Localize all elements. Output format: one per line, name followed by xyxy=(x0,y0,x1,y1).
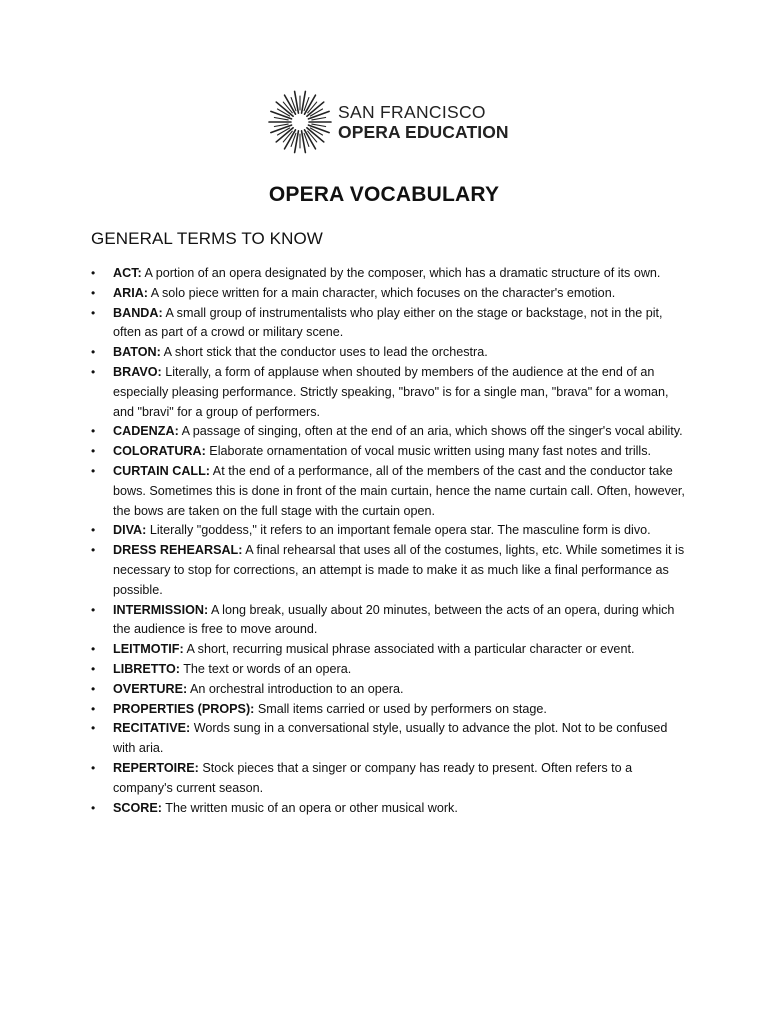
term-definition: A passage of singing, often at the end of an aria, which shows off the singer's vocal ability. xyxy=(178,424,683,439)
term-definition: Literally "goddess," it refers to an important female opera star. The masculine form is divo. xyxy=(146,523,651,538)
logo xyxy=(268,90,509,154)
list-item xyxy=(91,601,691,641)
page-title: OPERA VOCABULARY xyxy=(268,183,500,206)
term-definition: At the end of a performance, all of the members of the cast and the conductor take bows. Sometimes this is done in front of the main curtain, hence the name curtain call. Often, however, the bows are taken on the full stage with the curtain open. xyxy=(113,463,685,518)
list-item xyxy=(91,759,691,799)
term-name: INTERMISSION: xyxy=(113,602,209,617)
term-definition: A final rehearsal that uses all of the costumes, lights, etc. While sometimes it is necessary to stop for corrections, an attempt is made to make it as much like a final performance as possible. xyxy=(113,543,685,597)
bullet: • xyxy=(91,523,96,538)
list-item xyxy=(91,680,691,700)
bullet: • xyxy=(91,721,96,736)
term-name: SCORE: xyxy=(113,800,162,815)
term-definition: A portion of an opera designated by the composer, which has a dramatic structure of its own. xyxy=(141,266,661,280)
term-name: BATON: xyxy=(113,345,161,360)
terms-list xyxy=(91,264,691,818)
term-name: BRAVO: xyxy=(113,364,162,379)
starburst-ray xyxy=(274,124,288,126)
logo-text xyxy=(338,102,509,142)
term-name: BANDA: xyxy=(113,305,163,320)
term-definition: Words sung in a conversational style, usually to advance the plot. Not to be confused with aria. xyxy=(113,721,668,756)
list-item xyxy=(91,541,691,600)
list-item xyxy=(91,284,691,304)
term-name: LIBRETTO: xyxy=(113,661,180,676)
list-item xyxy=(91,660,691,680)
term-name: REPERTOIRE: xyxy=(113,760,199,775)
term-definition: Stock pieces that a singer or company has ready to present. Often refers to a company's current season. xyxy=(113,760,633,795)
starburst-icon xyxy=(268,90,332,154)
logo-line-2: OPERA EDUCATION xyxy=(338,122,509,142)
term-definition: A small group of instrumentalists who play either on the stage or backstage, not in the pit, often as part of a crowd or military scene. xyxy=(113,305,663,340)
bullet: • xyxy=(91,424,96,439)
list-item xyxy=(91,422,691,442)
term-name: COLORATURA: xyxy=(113,444,206,459)
list-item xyxy=(91,462,691,521)
list-item xyxy=(91,363,691,422)
list-item xyxy=(91,304,691,344)
bullet: • xyxy=(91,800,96,815)
bullet: • xyxy=(91,266,96,280)
term-definition: The text or words of an opera. xyxy=(179,661,352,676)
list-item xyxy=(91,343,691,363)
term-name: ACT: xyxy=(113,266,142,280)
bullet: • xyxy=(91,543,96,558)
term-definition: A long break, usually about 20 minutes, between the acts of an opera, during which the audience is free to move around. xyxy=(113,602,675,637)
term-name: DRESS REHEARSAL: xyxy=(113,543,243,558)
bullet: • xyxy=(91,642,96,657)
bullet: • xyxy=(91,602,96,617)
bullet: • xyxy=(91,701,96,716)
term-definition: The written music of an opera or other musical work. xyxy=(161,800,458,815)
term-name: OVERTURE: xyxy=(113,681,188,696)
list-item xyxy=(91,799,691,819)
term-definition: A short stick that the conductor uses to lead the orchestra. xyxy=(160,345,488,360)
term-definition: Elaborate ornamentation of vocal music written using many fast notes and trills. xyxy=(205,444,652,459)
bullet: • xyxy=(91,681,96,696)
logo-line-1: SAN FRANCISCO xyxy=(338,102,486,122)
term-name: LEITMOTIF: xyxy=(113,642,184,657)
term-name: RECITATIVE: xyxy=(113,721,191,736)
bullet: • xyxy=(91,463,96,478)
section-heading: GENERAL TERMS TO KNOW xyxy=(91,229,323,248)
term-name: DIVA: xyxy=(113,523,147,538)
bullet: • xyxy=(91,760,96,775)
term-definition: Small items carried or used by performers on stage. xyxy=(254,701,547,716)
starburst-ray xyxy=(312,117,326,119)
list-item xyxy=(91,719,691,759)
starburst-ray xyxy=(312,124,326,126)
bullet: • xyxy=(91,364,96,379)
term-name: CURTAIN CALL: xyxy=(113,463,210,478)
term-definition: An orchestral introduction to an opera. xyxy=(187,681,404,696)
bullet: • xyxy=(91,444,96,459)
list-item xyxy=(91,442,691,462)
bullet: • xyxy=(91,661,96,676)
term-definition: Literally, a form of applause when shouted by members of the audience at the end of an especially pleasing performance. Strictly speaking, "bravo" is for a single man, "brava" for a woman, and "bravi" for a group of performers. xyxy=(113,364,669,419)
list-item xyxy=(91,521,691,541)
list-item xyxy=(91,700,691,720)
bullet: • xyxy=(91,285,96,300)
list-item xyxy=(91,640,691,660)
term-name: CADENZA: xyxy=(113,424,179,439)
term-name: PROPERTIES (PROPS): xyxy=(113,701,255,716)
bullet: • xyxy=(91,305,96,320)
term-definition: A short, recurring musical phrase associated with a particular character or event. xyxy=(183,642,635,657)
list-item xyxy=(91,264,691,284)
term-name: ARIA: xyxy=(113,285,148,300)
starburst-ray xyxy=(274,117,288,119)
bullet: • xyxy=(91,345,96,360)
term-definition: A solo piece written for a main character, which focuses on the character's emotion. xyxy=(147,285,616,300)
